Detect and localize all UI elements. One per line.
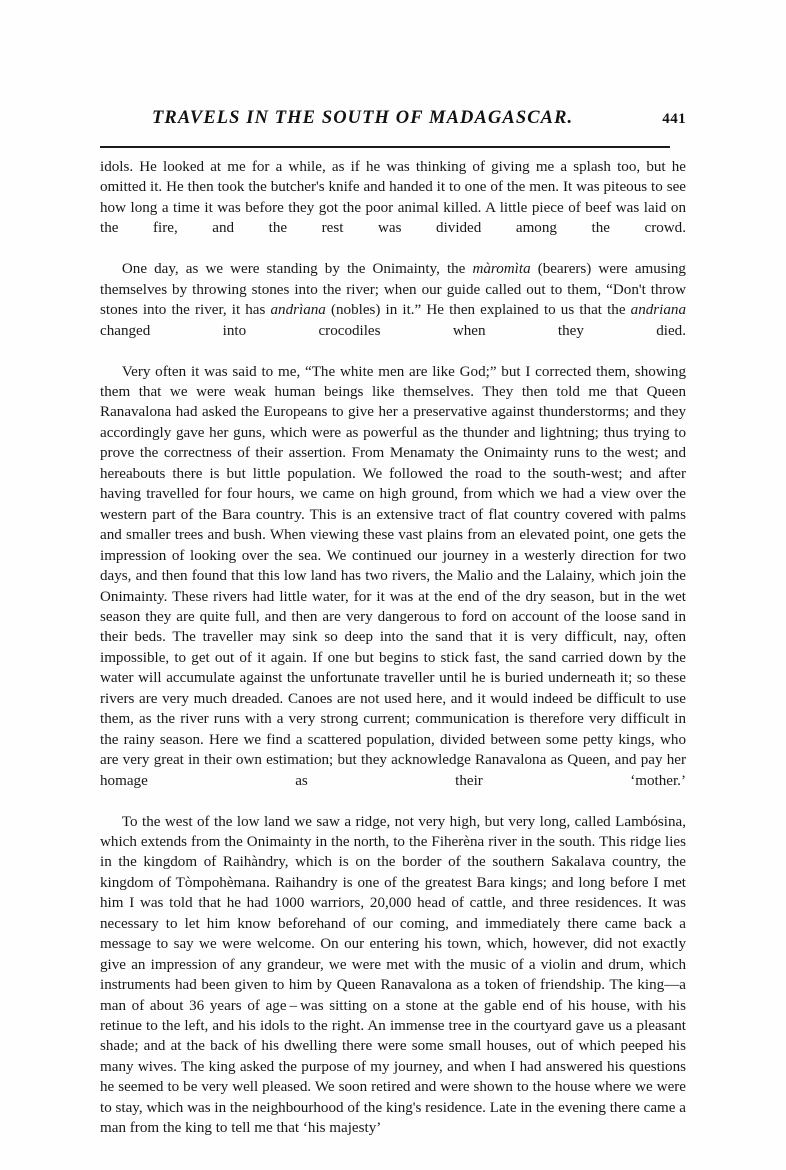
paragraph: Very often it was said to me, “The white men are like God;” but I corrected them, showing them that we were weak human beings like themselves. They then told me that Queen Ranavalona had asked the Europeans to give her a preservative against thunderstorms; and they accordingly gave her guns, which were as powerful as the thunder and lightning; thus trying to prove the correctness of their assertion. From Menamaty the Onimainty runs to the west; and hereabouts there is but little population. We followed the road to the south-west; and after having travelled for four hours, we came on high ground, from which we had a view over the western part of the Bara country. This is an extensive tract of flat country covered with palms and smaller trees and bush. When viewing these vast plains from an elevated point, one gets the impression of looking over the sea. We continued our journey in a westerly direction for two days, and then found that this low land has two rivers, the Malio and the Lalainy, which join the Onimainty. These rivers had little water, for it was at the end of the dry season, but in the wet season they are quite full, and then are very dangerous to ford on account of the loose sand in their beds. The traveller may sink so deep into the sand that it is very difficult, nay, often impossible, to get out of it again. If one but begins to stick fast, the sand carried down by the water will accumulate against the unfortunate traveller until he is buried underneath it; so these rivers are very much dreaded. Canoes are not used here, and it would indeed be difficult to use them, as the river runs with a very strong current; communication is therefore very difficult in the rainy season. Here we find a scattered population, divided between some petty kings, who are very great in their own estimation; but they acknowledge Ranavalona as Queen, and pay her homage as their ‘mother.’ <box>100 363 686 789</box>
paragraph: One day, as we were standing by the Onimainty, the màromìta (bearers) were amusing themselves by throwing stones into the river; when our guide called out to them, “Don't throw stones into the river, it has andrìana (nobles) in it.” He then explained to us that the andriana changed into crocodiles when they died. <box>100 261 687 339</box>
running-head <box>100 108 686 138</box>
header-rule <box>100 146 670 148</box>
paragraph: To the west of the low land we saw a ridge, not very high, but very long, called Lambósina, which extends from the Onimainty in the north, to the Fiherèna river in the south. This ridge lies in the kingdom of Raihàndry, which is on the border of the southern Sakalava country, the kingdom of Tòmpohèmana. Raihandry is one of the greatest Bara kings; and long before I met him I was told that he had 1000 warriors, 20,000 head of cattle, and three residences. It was necessary to let him know beforehand of our coming, and immediately there came back a message to say we were welcome. On our entering his town, which, however, did not exactly give an impression of any grandeur, we were met with the music of a violin and drum, which instruments had been given to him by Queen Ranavalona as a token of friendship. The king—a man of about 36 years of age – was sitting on a stone at the gable end of his house, with his retinue to the left, and his idols to the right. An immense tree in the courtyard gave us a pleasant shade; and at the back of his dwelling there were some small houses, out of which peeped his many wives. The king asked the purpose of my journey, and when I had answered his questions he seemed to be very well pleased. We soon retired and were shown to the house where we were to stay, which was in the neighbourhood of the king's residence. Late in the evening there came a man from the king to tell me that ‘his majesty’ <box>100 813 686 1137</box>
italic-term: andrìana <box>270 302 326 319</box>
running-head-title: TRAVELS IN THE SOUTH OF MADAGASCAR. <box>152 108 574 128</box>
italic-term: màromìta <box>472 261 531 278</box>
paragraph: idols. He looked at me for a while, as if he was thinking of giving me a splash too, but he omitted it. He then took the butcher's knife and handed it to one of the men. It was piteous to see how long a time it was before they got the poor animal killed. A little piece of beef was laid on the fire, and the rest was divided among the crowd. <box>100 159 686 237</box>
page-number: 441 <box>662 111 686 127</box>
italic-term: andriana <box>630 302 687 319</box>
body-text-block <box>100 157 686 1139</box>
